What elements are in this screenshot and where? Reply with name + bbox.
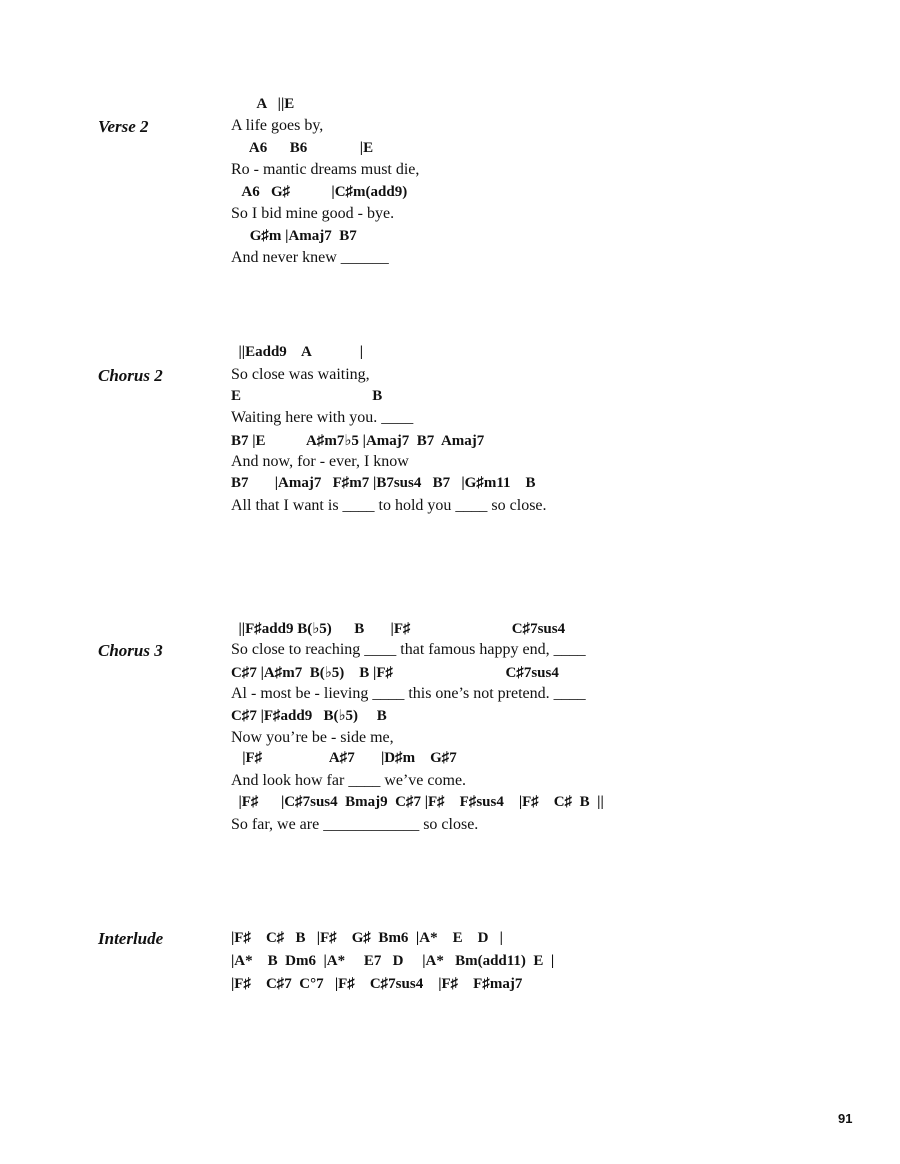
chord-line: C♯7 |A♯m7 B(♭5) B |F♯ C♯7sus4 <box>231 665 559 681</box>
chord-line: |F♯ C♯7 C°7 |F♯ C♯7sus4 |F♯ F♯maj7 <box>231 976 523 992</box>
lyric-line: All that I want is ____ to hold you ____ so close. <box>231 497 547 514</box>
lyric-line: And never knew ______ <box>231 249 389 266</box>
chord-line: |F♯ A♯7 |D♯m G♯7 <box>231 750 457 766</box>
lyric-line: A life goes by, <box>231 117 324 134</box>
section-label: Chorus 3 <box>98 641 163 660</box>
chord-line: A ||E <box>231 96 295 112</box>
lyric-line: So far, we are ____________ so close. <box>231 816 479 833</box>
lyric-line: And now, for - ever, I know <box>231 453 409 470</box>
chord-line: E B <box>231 388 383 404</box>
chord-line: A6 B6 |E <box>231 140 374 156</box>
lyric-line: Ro - mantic dreams must die, <box>231 161 420 178</box>
chord-line: |F♯ |C♯7sus4 Bmaj9 C♯7 |F♯ F♯sus4 |F♯ C♯ B || <box>231 794 604 810</box>
chord-line: A6 G♯ |C♯m(add9) <box>231 184 408 200</box>
chord-line: ||Eadd9 A | <box>231 344 364 360</box>
section-label: Interlude <box>98 929 164 948</box>
lyric-line: So close was waiting, <box>231 366 370 383</box>
chord-line: ||F♯add9 B(♭5) B |F♯ C♯7sus4 <box>231 621 566 637</box>
chord-line: C♯7 |F♯add9 B(♭5) B <box>231 708 387 724</box>
lyric-line: Al - most be - lieving ____ this one’s not pretend. ____ <box>231 685 586 702</box>
chord-line: |F♯ C♯ B |F♯ G♯ Bm6 |A* E D | <box>231 930 503 946</box>
chord-line: B7 |E A♯m7♭5 |Amaj7 B7 Amaj7 <box>231 433 485 449</box>
section-label: Chorus 2 <box>98 366 163 385</box>
lyric-line: And look how far ____ we’ve come. <box>231 772 467 789</box>
section-label: Verse 2 <box>98 117 149 136</box>
lyric-line: Waiting here with you. ____ <box>231 409 414 426</box>
lyric-line: So I bid mine good - bye. <box>231 205 395 222</box>
chord-line: B7 |Amaj7 F♯m7 |B7sus4 B7 |G♯m11 B <box>231 475 536 491</box>
chord-line: |A* B Dm6 |A* E7 D |A* Bm(add11) E | <box>231 953 555 969</box>
lyric-line: Now you’re be - side me, <box>231 729 394 746</box>
lyric-line: So close to reaching ____ that famous happy end, ____ <box>231 641 586 658</box>
chord-line: G♯m |Amaj7 B7 <box>231 228 357 244</box>
page-number: 91 <box>838 1111 853 1126</box>
